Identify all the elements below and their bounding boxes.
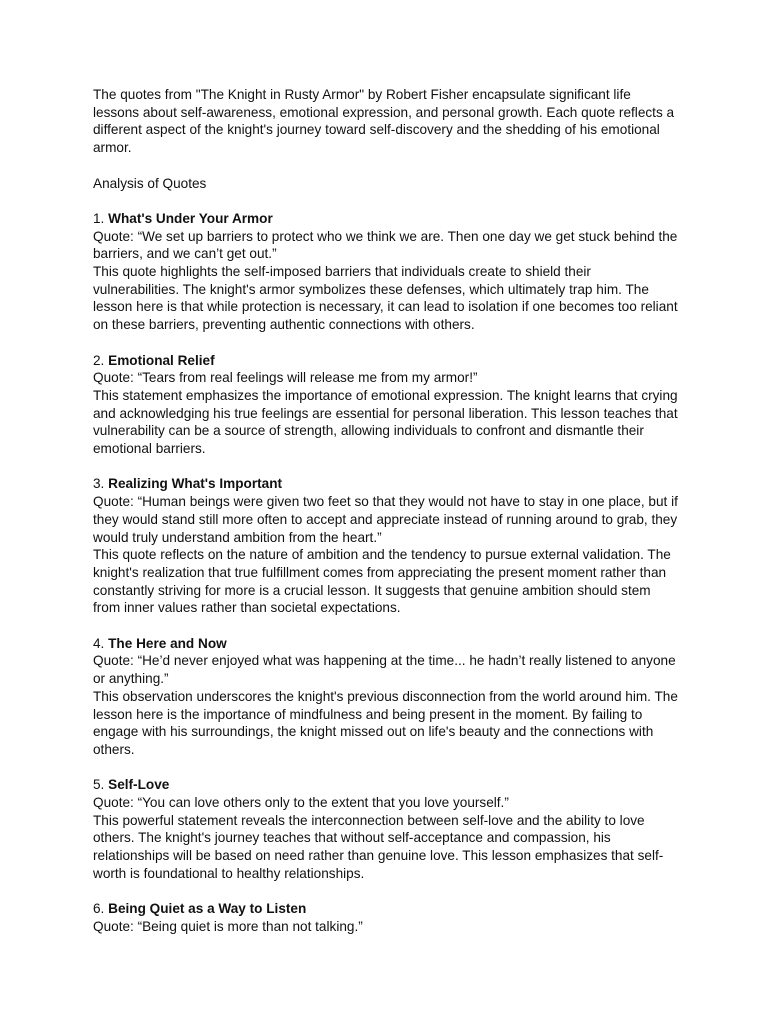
section-title: Realizing What's Important <box>108 476 283 492</box>
section-quote: Quote: “He’d never enjoyed what was happening at the time... he hadn’t really listened to anyone or anything.” <box>93 653 676 687</box>
section-heading <box>93 776 678 794</box>
section-number: 2. <box>93 352 105 368</box>
section-title: The Here and Now <box>108 635 227 651</box>
section-number: 4. <box>93 635 105 651</box>
section-quote: Quote: “You can love others only to the extent that you love yourself.” <box>93 795 509 811</box>
section-heading <box>93 475 678 493</box>
section-number: 6. <box>93 901 105 917</box>
quote-section-2 <box>93 352 678 458</box>
spacer <box>93 458 678 476</box>
quote-section-5 <box>93 776 678 882</box>
section-body: This observation underscores the knight's previous disconnection from the world around him. The lesson here is the importance of mindfulness and being present in the moment. By failing to engage with his surroundings, the knight missed out on life's beauty and the connections with others. <box>93 688 678 757</box>
section-number: 5. <box>93 777 105 793</box>
spacer <box>93 617 678 635</box>
spacer <box>93 759 678 777</box>
section-title: Self-Love <box>108 777 170 793</box>
section-title: What's Under Your Armor <box>108 210 273 226</box>
section-quote: Quote: “Human beings were given two feet so that they would not have to stay in one place, but if they would stand still more often to accept and appreciate instead of running around to grab, they would truly understand ambition from the heart.” <box>93 494 678 545</box>
quote-section-3 <box>93 475 678 617</box>
section-number: 1. <box>93 210 105 226</box>
quote-section-6 <box>93 900 678 935</box>
section-heading <box>93 352 678 370</box>
spacer <box>93 883 678 901</box>
section-quote: Quote: “Being quiet is more than not talking.” <box>93 918 363 934</box>
spacer <box>93 192 678 210</box>
analysis-title: Analysis of Quotes <box>93 175 207 191</box>
section-body: This quote reflects on the nature of ambition and the tendency to pursue external validation. The knight's realization that true fulfillment comes from appreciating the present moment rather than constantly striving for more is a crucial lesson. It suggests that genuine ambition should stem from inner values rather than societal expectations. <box>93 547 671 616</box>
section-body: This statement emphasizes the importance of emotional expression. The knight learns that crying and acknowledging his true feelings are essential for personal liberation. This lesson teaches that vulnerability can be a source of strength, allowing individuals to confront and dismantle their emotional barriers. <box>93 387 678 457</box>
section-number: 3. <box>93 476 105 492</box>
section-body: This powerful statement reveals the interconnection between self-love and the ability to love others. The knight's journey teaches that without self-acceptance and compassion, his relationships will be based on need rather than genuine love. This lesson emphasizes that self-worth is foundational to healthy relationships. <box>93 812 664 881</box>
section-quote: Quote: “We set up barriers to protect who we think we are. Then one day we get stuck behind the barriers, and we can’t get out.” <box>93 228 678 262</box>
quote-section-1 <box>93 210 678 334</box>
section-heading <box>93 210 678 228</box>
section-title: Being Quiet as a Way to Listen <box>108 901 307 917</box>
intro-paragraph: The quotes from "The Knight in Rusty Armor" by Robert Fisher encapsulate significant life lessons about self-awareness, emotional expression, and personal growth. Each quote reflects a different aspect of the knight's journey toward self-discovery and the shedding of his emotional armor. <box>93 87 675 156</box>
section-body: This quote highlights the self-imposed barriers that individuals create to shield their vulnerabilities. The knight's armor symbolizes these defenses, which ultimately trap him. The lesson here is that while protection is necessary, it can lead to isolation if one becomes too reliant on these barriers, preventing authentic connections with others. <box>93 264 678 333</box>
spacer <box>93 334 678 352</box>
quote-section-4 <box>93 635 678 759</box>
section-heading <box>93 635 678 653</box>
section-title: Emotional Relief <box>108 352 215 368</box>
section-heading <box>93 900 678 918</box>
section-quote: Quote: “Tears from real feelings will release me from my armor!” <box>93 370 478 386</box>
spacer <box>93 157 678 175</box>
